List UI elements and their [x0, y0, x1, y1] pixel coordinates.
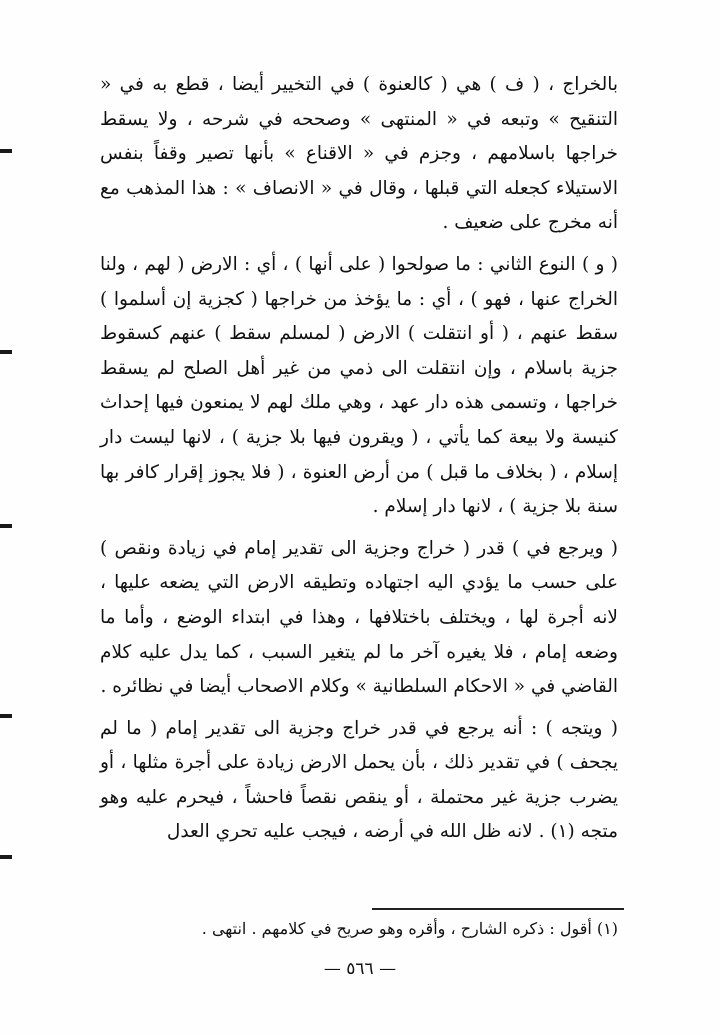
paragraph-yattajih: ( ويتجه ) : أنه يرجع في قدر خراج وجزية الى تقدير إمام ( ما لم يجحف ) في تقدير ذلك ، بأن يحمل الارض زيادة على أجرة مثلها ، أو يضرب جزية غير محتملة ، أو ينقص نقصاً فاحشاً ، فيحرم عليه وهو متجه (١) . لانه ظل الله في أرضه ، فيجب عليه تحري العدل: [100, 717, 618, 843]
margin-mark: [0, 350, 12, 354]
margin-mark: [0, 714, 12, 718]
footnote-divider: [372, 908, 624, 910]
paragraph-imam-estimate: ( ويرجع في ) قدر ( خراج وجزية الى تقدير إمام في زيادة ونقص ) على حسب ما يؤدي اليه اجتهاده وتطيقه الارض التي يضعه عليها ، لانه أجرة لها ، ويختلف باختلافها ، وهذا في ابتداء الوضع ، وأما ما وضعه إمام ، فلا يغيره آخر ما لم يتغير السبب ، كما يدل عليه كلام القاضي في « الاحكام السلطانية » وكلام الاصحاب أيضا في نظائره .: [100, 537, 618, 698]
margin-mark: [0, 149, 12, 153]
main-text: [100, 68, 618, 857]
paragraph-second-type: ( و ) النوع الثاني : ما صولحوا ( على أنها ) ، أي : الارض ( لهم ، ولنا الخراج عنها ، فهو ) ، أي : ما يؤخذ من خراجها ( كجزية إن أسلموا ) سقط عنهم ، ( أو انتقلت ) الارض ( لمسلم سقط ) عنهم كسقوط جزية باسلام ، وإن انتقلت الى ذمي من غير أهل الصلح لم يسقط خراجها ، وتسمى هذه دار عهد ، وهي ملك لهم لا يمنعون فيها إحداث كنيسة ولا بيعة كما يأتي ، ( ويقرون فيها بلا جزية ) ، لانها ليست دار إسلام ، ( بخلاف ما قبل ) من أرض العنوة ، ( فلا يجوز إقرار كافر بها سنة بلا جزية ) ، لانها دار إسلام .: [100, 253, 618, 518]
paragraph-kharaj-anwa: بالخراج ، ( ف ) هي ( كالعنوة ) في التخيير أيضا ، قطع به في « التنقيح » وتبعه في « المنتهى » وصححه في شرحه ، ولا يسقط خراجها باسلامهم ، وجزم في « الاقناع » بأنها تصير وقفاً بنفس الاستيلاء كجعله التي قبلها ، وقال في « الانصاف » : هذا المذهب مع أنه مخرج على ضعيف .: [100, 74, 618, 234]
margin-mark: [0, 855, 12, 859]
margin-mark: [0, 524, 12, 528]
footnote: (١) أقول : ذكره الشارح ، وأقره وهو صريح في كلامهم . انتهى .: [201, 919, 618, 938]
page-number: — ٥٦٦ —: [323, 959, 397, 979]
